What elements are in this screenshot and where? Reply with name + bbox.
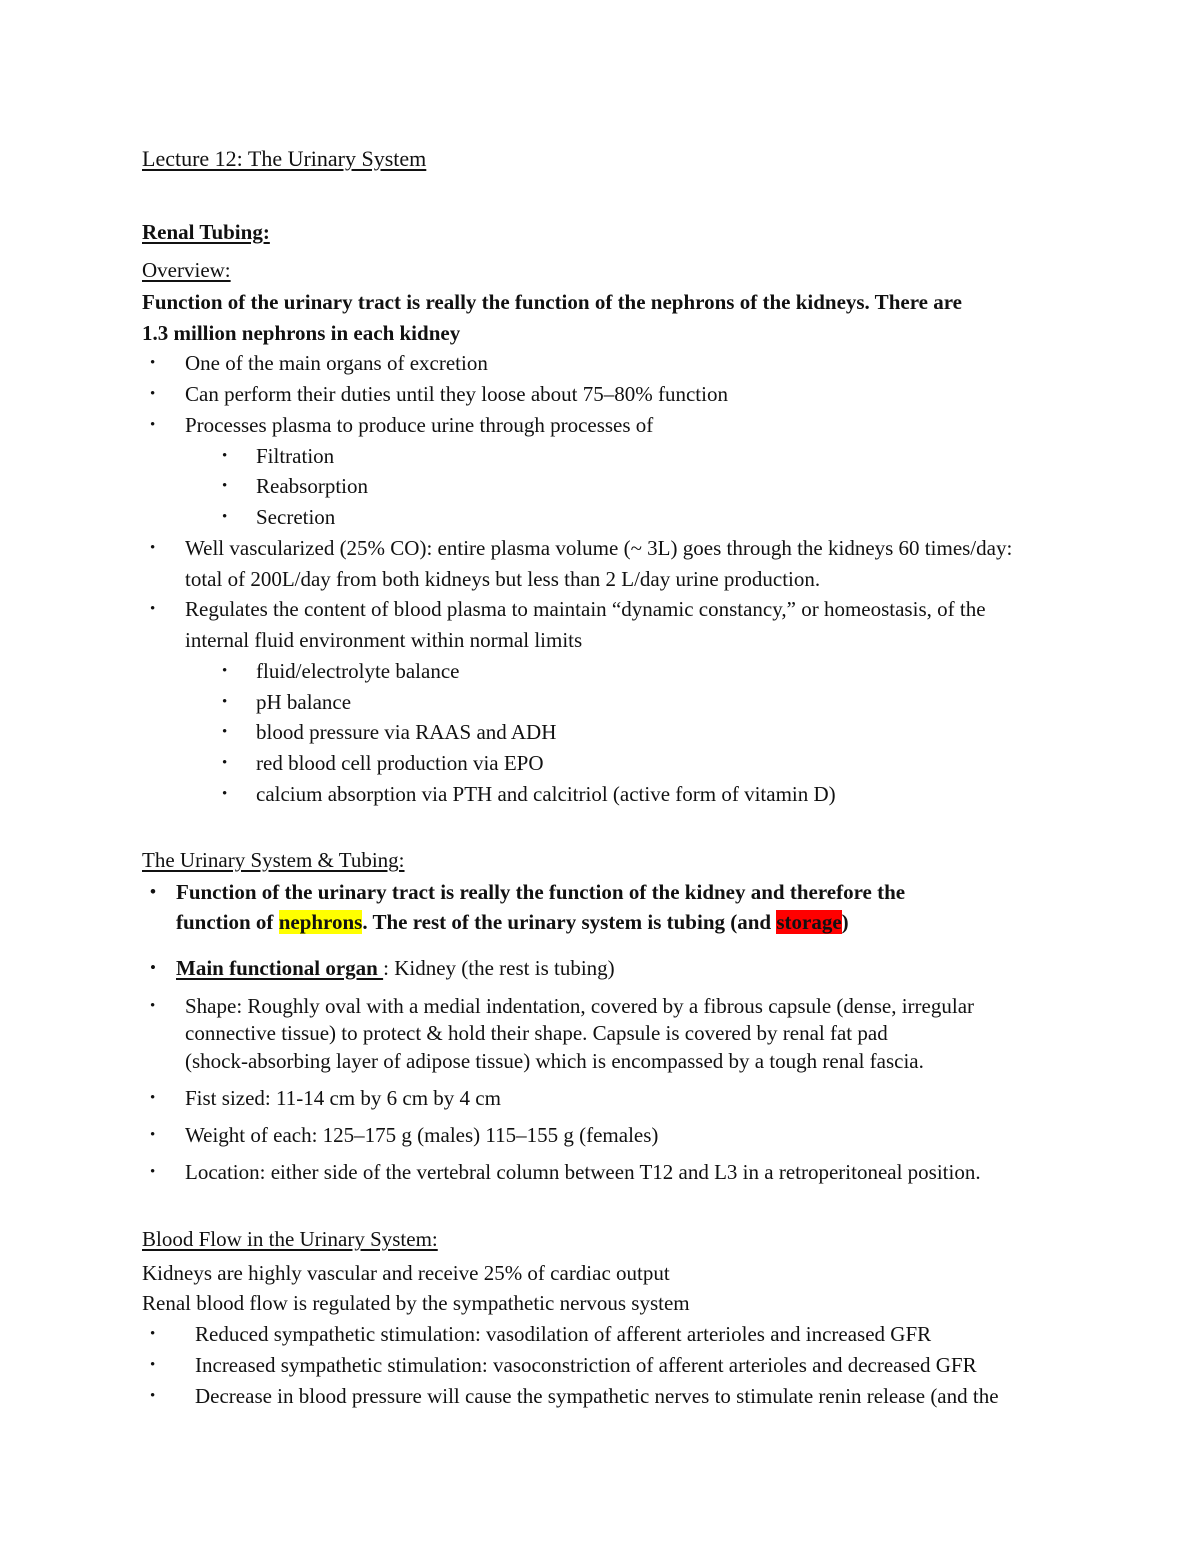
text-run: : Kidney (the rest is tubing) [383,956,615,980]
bullet-text: Decrease in blood pressure will cause the sympathetic nerves to stimulate renin release (and the [195,1384,999,1408]
bullet-text: Function of the urinary tract is really the function of the kidney and therefore the [176,880,906,904]
section-heading-renal-tubing: Renal Tubing: [142,220,270,244]
bullet-text: Filtration [256,444,335,468]
bullet-glyph: • [150,1164,156,1180]
bullet-glyph: • [150,1127,156,1143]
bullet-glyph: • [150,386,156,402]
bullet-glyph: • [150,355,156,371]
bullet-text: Secretion [256,505,336,529]
bullet-text: Location: either side of the vertebral column between T12 and L3 in a retroperitoneal position. [185,1160,981,1184]
bullet-text: Shape: Roughly oval with a medial indentation, covered by a fibrous capsule (dense, irregular [185,994,975,1018]
bullet-text: Fist sized: 11-14 cm by 6 cm by 4 cm [185,1086,501,1110]
paragraph-line: Kidneys are highly vascular and receive 25% of cardiac output [142,1261,670,1285]
bullet-text: Regulates the content of blood plasma to maintain “dynamic constancy,” or homeostasis, of the [185,597,986,621]
highlight-nephrons: nephrons [278,910,363,934]
bullet-glyph: • [150,1326,156,1342]
main-organ-label: Main functional organ [176,956,384,980]
bullet-text: Increased sympathetic stimulation: vasoconstriction of afferent arterioles and decreased GFR [195,1353,977,1377]
bullet-text [176,953,615,983]
bullet-text: red blood cell production via EPO [256,751,544,775]
intro-line-2: 1.3 million nephrons in each kidney [142,321,461,345]
bullet-glyph: • [150,417,156,433]
lecture-title: Lecture 12: The Urinary System [142,146,427,171]
bullet-glyph: • [150,601,156,617]
bullet-glyph: • [150,540,156,556]
bullet-glyph: • [222,448,228,464]
bullet-continuation [176,907,849,937]
text-run: function of [176,910,279,934]
bullet-glyph: • [150,1090,156,1106]
bullet-glyph: • [222,509,228,525]
bullet-text: One of the main organs of excretion [185,351,488,375]
bullet-continuation: (shock-absorbing layer of adipose tissue) which is encompassed by a tough renal fascia. [185,1049,924,1073]
bullet-text: Well vascularized (25% CO): entire plasma volume (~ 3L) goes through the kidneys 60 times/day: [185,536,1013,560]
bullet-glyph: • [150,882,156,901]
bullet-glyph: • [222,724,228,740]
intro-line-1: Function of the urinary tract is really the function of the nephrons of the kidneys. There are [142,290,962,314]
paragraph-line: Renal blood flow is regulated by the sympathetic nervous system [142,1291,690,1315]
text-run: . The rest of the urinary system is tubing (and [362,910,777,934]
bullet-glyph: • [222,786,228,802]
highlight-storage: storage [776,910,842,934]
bullet-text: Weight of each: 125–175 g (males) 115–155 g (females) [185,1123,659,1147]
bullet-glyph: • [222,478,228,494]
bullet-text: fluid/electrolyte balance [256,659,460,683]
subheading-overview: Overview: [142,258,231,282]
bullet-glyph: • [150,1357,156,1373]
bullet-text: Can perform their duties until they loose about 75–80% function [185,382,728,406]
bullet-glyph: • [222,755,228,771]
bullet-glyph: • [150,1388,156,1404]
bullet-text: Reduced sympathetic stimulation: vasodilation of afferent arterioles and increased GFR [195,1322,932,1346]
bullet-text: Processes plasma to produce urine through processes of [185,413,654,437]
bullet-glyph: • [222,663,228,679]
bullet-text: Reabsorption [256,474,368,498]
bullet-glyph: • [222,694,228,710]
bullet-text: calcium absorption via PTH and calcitriol (active form of vitamin D) [256,782,836,806]
bullet-text: pH balance [256,690,352,714]
text-run: ) [841,910,849,934]
bullet-glyph: • [150,998,156,1014]
subheading-urinary-system-tubing: The Urinary System & Tubing: [142,848,405,872]
bullet-glyph: • [150,958,156,977]
bullet-continuation: internal fluid environment within normal limits [185,628,583,652]
bullet-continuation: total of 200L/day from both kidneys but less than 2 L/day urine production. [185,567,821,591]
bullet-continuation: connective tissue) to protect & hold their shape. Capsule is covered by renal fat pad [185,1021,888,1045]
subheading-blood-flow: Blood Flow in the Urinary System: [142,1227,438,1251]
bullet-text: blood pressure via RAAS and ADH [256,720,557,744]
